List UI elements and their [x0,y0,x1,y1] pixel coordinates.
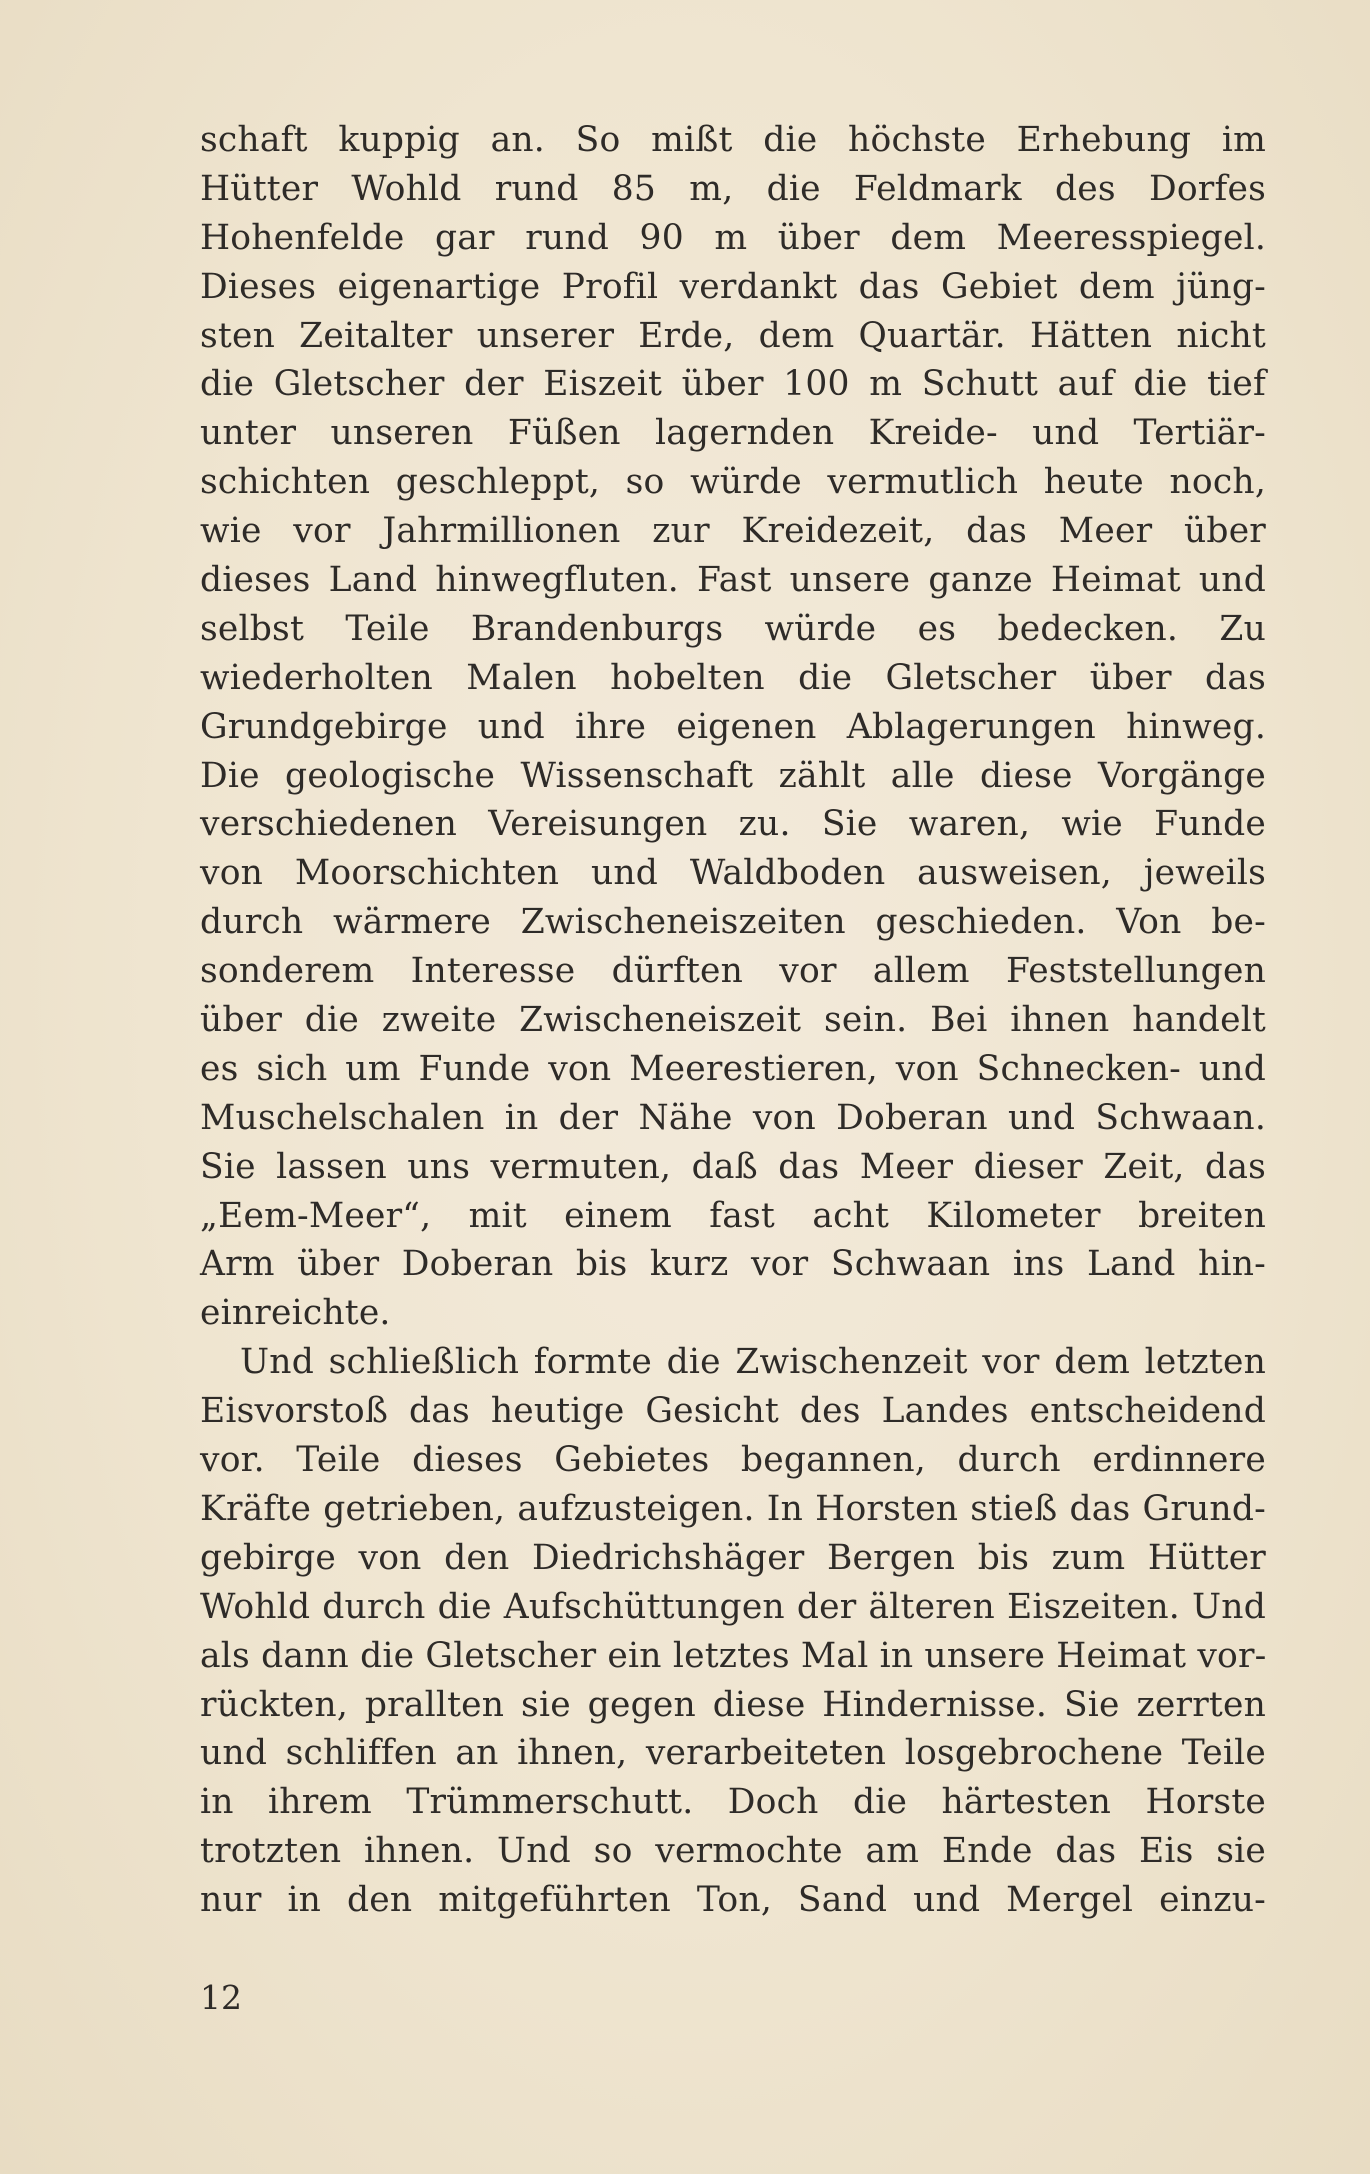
text-line: es sich um Funde von Meerestieren, von Schnecken- und [200,1048,1266,1089]
body-text [200,116,1266,1925]
text-line: nur in den mitgeführten Ton, Sand und Mergel einzu- [200,1880,1266,1921]
text-line: schaft kuppig an. So mißt die höchste Erhebung im [200,120,1266,160]
text-line: durch wärmere Zwischeneiszeiten geschieden. Von be- [200,902,1266,943]
text-line: verschiedenen Vereisungen zu. Sie waren, wie Funde [200,804,1266,845]
text-line: unter unseren Füßen lagernden Kreide- und Tertiär- [200,413,1266,454]
text-line: wie vor Jahrmillionen zur Kreidezeit, das Meer über [200,511,1266,552]
paragraph [200,1338,1266,1925]
page-number: 12 [200,1978,242,2017]
text-line: als dann die Gletscher ein letztes Mal in unsere Heimat vor- [200,1635,1267,1676]
text-line: Muschelschalen in der Nähe von Doberan und Schwaan. [200,1097,1266,1138]
text-line: Arm über Doberan bis kurz vor Schwaan ins Land hin- [200,1244,1266,1285]
text-line: die Gletscher der Eiszeit über 100 m Schutt auf die tief [200,364,1266,405]
text-line: selbst Teile Brandenburgs würde es bedecken. Zu [200,608,1266,649]
text-line: über die zweite Zwischeneiszeit sein. Bei ihnen handelt [200,1000,1266,1041]
text-line: Und schließlich formte die Zwischenzeit vor dem letzten [240,1342,1266,1383]
text-line: sten Zeitalter unserer Erde, dem Quartär. Hätten nicht [200,315,1266,356]
text-line: Hütter Wohld rund 85 m, die Feldmark des Dorfes [200,168,1266,209]
text-line: Die geologische Wissenschaft zählt alle diese Vorgänge [200,755,1266,796]
text-line: gebirge von den Diedrichshäger Bergen bis zum Hütter [200,1537,1266,1578]
text-line: wiederholten Malen hobelten die Gletscher über das [200,657,1266,698]
text-line: trotzten ihnen. Und so vermochte am Ende das Eis sie [200,1831,1266,1872]
text-line: einreichte. [200,1293,391,1334]
text-line: von Moorschichten und Waldboden ausweisen, jeweils [200,853,1266,894]
text-line: Dieses eigenartige Profil verdankt das Gebiet dem jüng- [200,266,1266,307]
text-line: und schliffen an ihnen, verarbeiteten losgebrochene Teile [200,1733,1266,1774]
text-line: in ihrem Trümmerschutt. Doch die härtesten Horste [200,1782,1266,1823]
text-line: vor. Teile dieses Gebietes begannen, durch erdinnere [200,1440,1266,1481]
text-line: Hohenfelde gar rund 90 m über dem Meeresspiegel. [200,217,1266,258]
paragraph [200,116,1266,1338]
text-line: Eisvorstoß das heutige Gesicht des Landes entscheidend [200,1391,1266,1432]
text-line: rückten, prallten sie gegen diese Hindernisse. Sie zerrten [200,1684,1266,1725]
text-line: Wohld durch die Aufschüttungen der älteren Eiszeiten. Und [200,1586,1266,1627]
text-line: Grundgebirge und ihre eigenen Ablagerungen hinweg. [200,706,1266,747]
text-line: schichten geschleppt, so würde vermutlich heute noch, [200,462,1266,503]
text-line: Sie lassen uns vermuten, daß das Meer dieser Zeit, das [200,1146,1266,1187]
text-line: „Eem-Meer“, mit einem fast acht Kilometer breiten [200,1195,1266,1236]
text-line: sonderem Interesse dürften vor allem Feststellungen [200,951,1266,992]
text-line: dieses Land hinwegfluten. Fast unsere ganze Heimat und [200,560,1266,601]
text-line: Kräfte getrieben, aufzusteigen. In Horsten stieß das Grund- [200,1488,1266,1529]
